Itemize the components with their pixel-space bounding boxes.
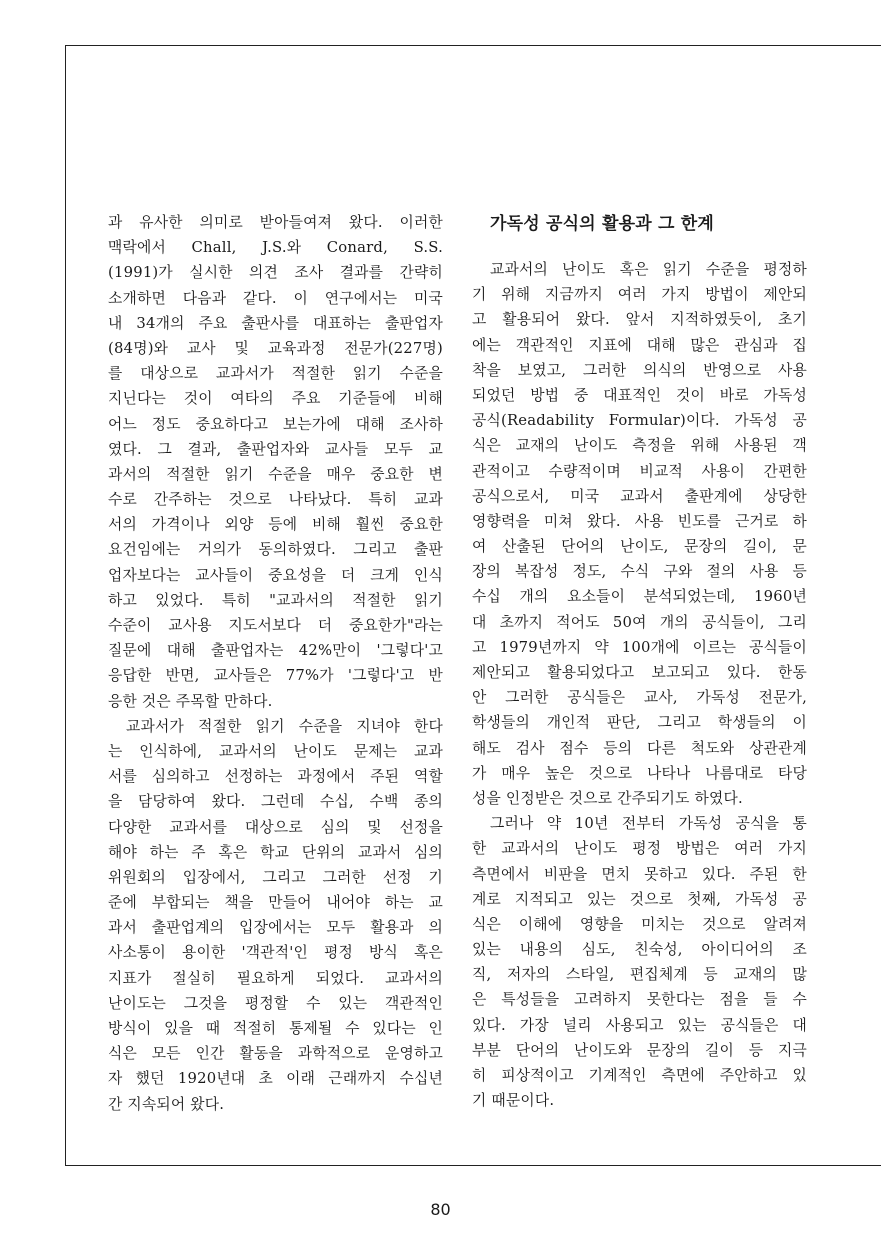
text-line: 그러나 약 10년 전부터 가독성 공식을 통 (490, 815, 807, 833)
text-line: 안 그러한 공식들은 교사, 가독성 전문가, (472, 689, 807, 707)
text-line: 측면에서 비판을 면치 못하고 있다. 주된 한 (472, 865, 807, 883)
left-text-column (108, 210, 443, 1117)
text-line: 여 산출된 단어의 난이도, 문장의 길이, 문 (472, 538, 807, 556)
text-line: 어느 정도 중요하다고 보는가에 대해 조사하 (108, 415, 443, 433)
text-line: 응한 것은 주목할 만하다. (108, 692, 273, 710)
text-line: 요건임에는 거의가 동의하였다. 그리고 출판 (108, 541, 443, 559)
text-line: 자 했던 1920년대 초 이래 근래까지 수십년 (108, 1070, 443, 1088)
text-line: 한 교과서의 난이도 평정 방법은 여러 가지 (472, 840, 807, 858)
text-line: 해야 하는 주 혹은 학교 단위의 교과서 심의 (108, 843, 443, 861)
text-line: 방식이 있을 때 적절히 통제될 수 있다는 인 (108, 1020, 443, 1037)
text-line: 고 1979년까지 약 100개에 이르는 공식들이 (472, 638, 807, 656)
text-line: (1991)가 실시한 의견 조사 결과를 간략히 (108, 264, 443, 282)
bottom-border-rule (65, 1165, 881, 1166)
text-line: 수로 간주하는 것으로 나타났다. 특히 교과 (108, 491, 443, 509)
page-number: 80 (430, 1200, 451, 1219)
text-line: 고 활용되어 왔다. 앞서 지적하였듯이, 초기 (472, 311, 807, 329)
text-line: 가 매우 높은 것으로 나타나 나름대로 타당 (472, 764, 807, 782)
text-line: 공식(Readability Formular)이다. 가독성 공 (472, 412, 807, 430)
text-line: 과서 출판업계의 입장에서는 모두 활용과 의 (108, 919, 443, 937)
text-line: 다양한 교과서를 대상으로 심의 및 선정을 (108, 818, 443, 836)
text-line: 장의 복잡성 정도, 수식 구와 절의 사용 등 (472, 563, 807, 581)
text-line: 수준이 교사용 지도서보다 더 중요한가"라는 (108, 617, 443, 634)
text-line: (84명)와 교사 및 교육과정 전문가(227명) (108, 339, 443, 357)
left-border-rule (65, 45, 66, 1166)
text-line: 과 유사한 의미로 받아들여져 왔다. 이러한 (108, 214, 443, 231)
text-line: 계로 지적되고 있는 것으로 첫째, 가독성 공 (472, 890, 807, 908)
text-line: 사소통이 용이한 '객관적'인 평정 방식 혹은 (108, 944, 443, 962)
right-text-column (472, 210, 807, 1113)
text-line: 간 지속되어 왔다. (108, 1095, 225, 1113)
text-line: 있다. 가장 널리 사용되고 있는 공식들은 대 (472, 1016, 807, 1034)
text-line: 영향력을 미쳐 왔다. 사용 빈도를 근거로 하 (472, 512, 807, 530)
text-line: 직, 저자의 스타일, 편집체계 등 교재의 많 (472, 966, 807, 984)
text-line: 서의 가격이나 외양 등에 비해 훨씬 중요한 (108, 516, 443, 534)
text-line: 식은 모든 인간 활동을 과학적으로 운영하고 (108, 1045, 443, 1063)
text-line: 식은 이해에 영향을 미치는 것으로 알려져 (472, 915, 807, 933)
section-heading: 가독성 공식의 활용과 그 한계 (490, 214, 714, 234)
text-line: 기 위해 지금까지 여러 가지 방법이 제안되 (472, 286, 807, 304)
text-line: 관적이고 수량적이며 비교적 사용이 간편한 (472, 462, 807, 480)
top-border-rule (65, 45, 881, 46)
text-line: 기 때문이다. (472, 1092, 555, 1110)
text-line: 지닌다는 것이 여타의 주요 기준들에 비해 (108, 390, 443, 408)
text-line: 과서의 적절한 읽기 수준을 매우 중요한 변 (108, 465, 443, 483)
text-line: 서를 심의하고 선정하는 과정에서 주된 역할 (108, 768, 443, 786)
text-line: 업자보다는 교사들이 중요성을 더 크게 인식 (108, 566, 443, 584)
text-line: 였다. 그 결과, 출판업자와 교사들 모두 교 (108, 440, 443, 458)
text-line: 난이도는 그것을 평정할 수 있는 객관적인 (108, 994, 443, 1012)
text-line: 를 대상으로 교과서가 적절한 읽기 수준을 (108, 365, 443, 383)
text-line: 은 특성들을 고려하지 못한다는 점을 들 수 (472, 991, 807, 1009)
text-line: 내 34개의 주요 출판사를 대표하는 출판업자 (108, 314, 443, 332)
text-line: 수십 개의 요소들이 분석되었는데, 1960년 (472, 588, 807, 606)
text-line: 해도 검사 점수 등의 다른 척도와 상관관계 (472, 739, 807, 757)
text-line: 소개하면 다음과 같다. 이 연구에서는 미국 (108, 289, 443, 307)
text-line: 제안되고 활용되었다고 보고되고 있다. 한동 (472, 664, 807, 681)
text-line: 착을 보였고, 그러한 의식의 반영으로 사용 (472, 361, 807, 379)
text-line: 에는 객관적인 지표에 대해 많은 관심과 집 (472, 336, 807, 354)
text-line: 교과서의 난이도 혹은 읽기 수준을 평정하 (490, 261, 807, 278)
text-line: 있는 내용의 심도, 친숙성, 아이디어의 조 (472, 941, 807, 959)
text-line: 성을 인정받은 것으로 간주되기도 하였다. (472, 789, 743, 807)
text-line: 하고 있었다. 특히 "교과서의 적절한 읽기 (108, 591, 443, 609)
text-line: 지표가 절실히 필요하게 되었다. 교과서의 (108, 969, 443, 987)
text-line: 을 담당하여 왔다. 그런데 수십, 수백 종의 (108, 793, 443, 811)
text-line: 질문에 대해 출판업자는 42%만이 '그렇다'고 (108, 642, 443, 660)
text-line: 학생들의 개인적 판단, 그리고 학생들의 이 (472, 714, 807, 732)
text-line: 공식으로서, 미국 교과서 출판계에 상당한 (472, 487, 807, 505)
text-line: 준에 부합되는 책을 만들어 내어야 하는 교 (108, 894, 443, 912)
text-line: 대 초까지 적어도 50여 개의 공식들이, 그리 (472, 613, 807, 631)
text-line: 식은 교재의 난이도 측정을 위해 사용된 객 (472, 437, 807, 455)
text-line: 응답한 반면, 교사들은 77%가 '그렇다'고 반 (108, 667, 443, 685)
text-line: 히 피상적이고 기계적인 측면에 주안하고 있 (472, 1067, 807, 1084)
text-line: 위원회의 입장에서, 그리고 그러한 선정 기 (108, 868, 443, 886)
text-line: 부분 단어의 난이도와 문장의 길이 등 지극 (472, 1041, 807, 1059)
text-line: 되었던 방법 중 대표적인 것이 바로 가독성 (472, 386, 807, 404)
text-line: 는 인식하에, 교과서의 난이도 문제는 교과 (108, 742, 443, 760)
text-line: 교과서가 적절한 읽기 수준을 지녀야 한다 (126, 717, 443, 735)
text-line: 맥락에서 Chall, J.S.와 Conard, S.S. (108, 239, 443, 257)
